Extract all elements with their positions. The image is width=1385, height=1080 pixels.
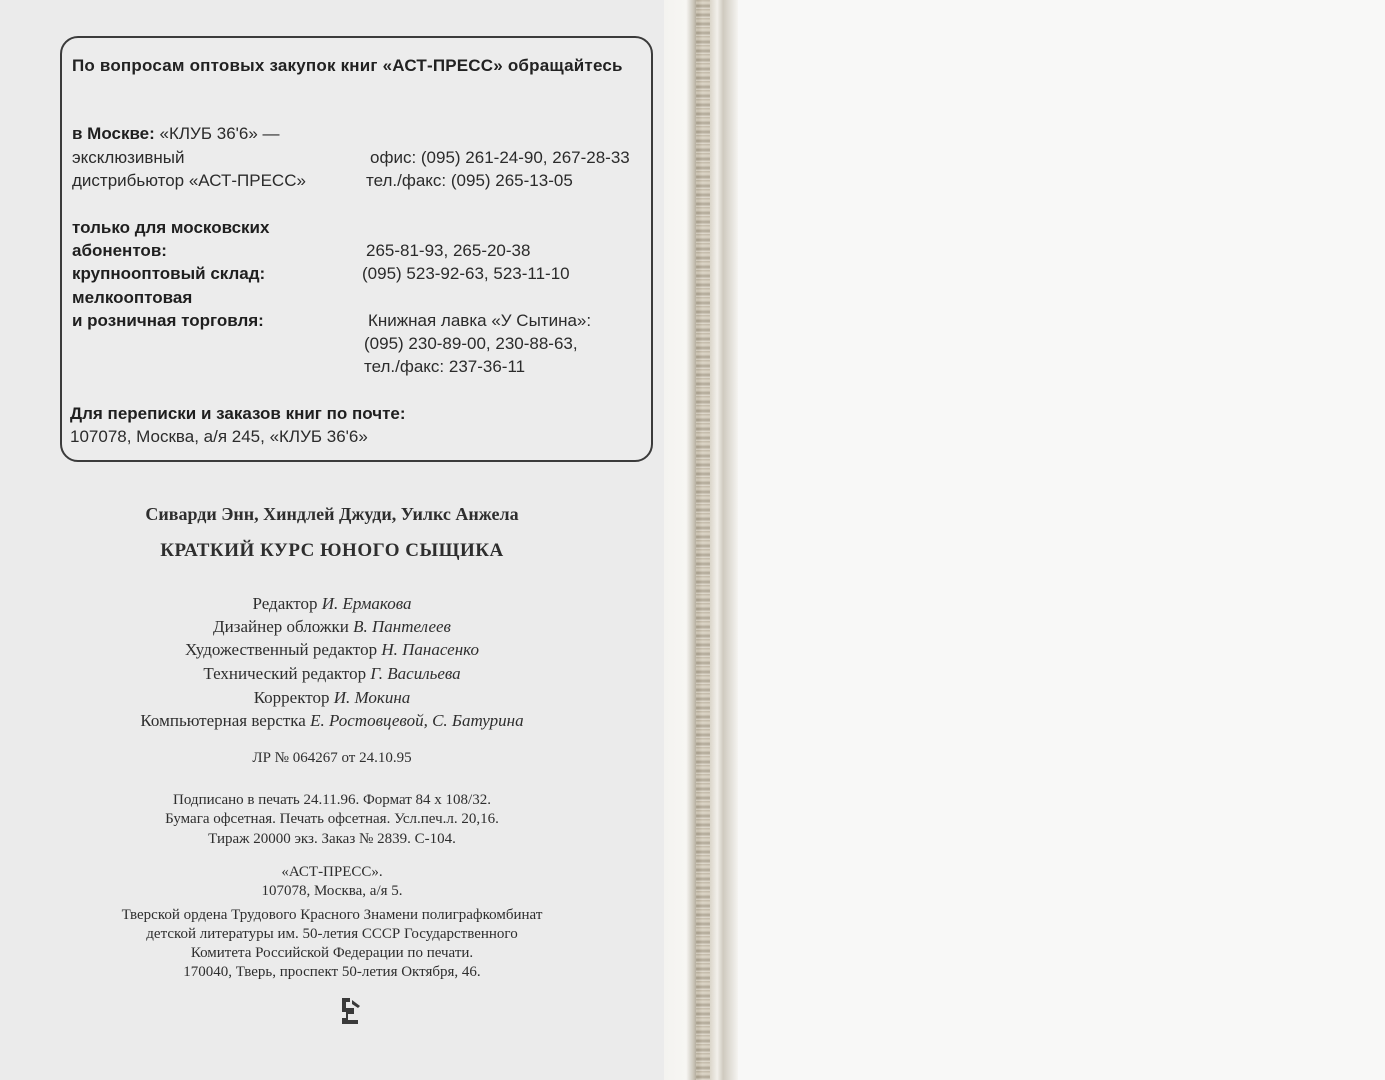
distributor-line-1: эксклюзивный bbox=[72, 148, 185, 167]
mail-label: Для переписки и заказов книг по почте: bbox=[70, 404, 406, 423]
credit-art-editor bbox=[0, 640, 664, 660]
credit-person: И. Ермакова bbox=[321, 594, 412, 613]
shop-name: Книжная лавка «У Сытина»: bbox=[368, 311, 592, 330]
credit-role: Художественный редактор bbox=[185, 640, 378, 659]
credit-person: Н. Панасенко bbox=[381, 640, 479, 659]
spine-paper-edge bbox=[696, 0, 710, 1080]
credit-person: Е. Ростовцевой, С. Батурина bbox=[310, 711, 524, 730]
left-page bbox=[0, 0, 664, 1080]
credit-person: В. Пантелеев bbox=[353, 617, 451, 636]
printer-line-1: Тверской ордена Трудового Красного Знамени полиграфкомбинат bbox=[121, 907, 543, 923]
moscow-label: в Москве: bbox=[72, 124, 155, 143]
warehouse-label: крупнооптовый склад: bbox=[72, 264, 266, 283]
moscow-line bbox=[72, 122, 280, 145]
publisher-address: 107078, Москва, а/я 5. bbox=[261, 883, 403, 899]
printer-logo-icon bbox=[336, 996, 364, 1026]
credit-proofreader bbox=[0, 688, 664, 708]
moscow-value: «КЛУБ 36'6» — bbox=[159, 124, 280, 143]
credit-role: Компьютерная верстка bbox=[140, 711, 306, 730]
credit-cover-designer bbox=[0, 617, 664, 637]
printer-line-4: 170040, Тверь, проспект 50-летия Октября, 46. bbox=[183, 964, 481, 980]
credit-person: И. Мокина bbox=[333, 688, 411, 707]
credit-role: Корректор bbox=[253, 688, 330, 707]
printer-line-3: Комитета Российской Федерации по печати. bbox=[190, 945, 474, 961]
license-number: ЛР № 064267 от 24.10.95 bbox=[252, 750, 412, 766]
print-line-1: Подписано в печать 24.11.96. Формат 84 х 108/32. bbox=[173, 792, 491, 808]
office-telfax: тел./факс: (095) 265-13-05 bbox=[366, 171, 573, 190]
printer-line-2: детской литературы им. 50-летия СССР Государственного bbox=[146, 926, 518, 942]
retail-label-1: мелкооптовая bbox=[72, 288, 193, 307]
subscribers-label-2: абонентов: bbox=[72, 241, 167, 260]
book-title: КРАТКИЙ КУРС ЮНОГО СЫЩИКА bbox=[160, 540, 504, 561]
shop-telfax: тел./факс: 237-36-11 bbox=[364, 357, 526, 376]
distributor-line-2: дистрибьютор «АСТ-ПРЕСС» bbox=[72, 171, 306, 190]
credit-person: Г. Васильева bbox=[370, 664, 461, 683]
credit-role: Редактор bbox=[252, 594, 318, 613]
subscribers-phones: 265-81-93, 265-20-38 bbox=[366, 241, 531, 260]
credit-role: Дизайнер обложки bbox=[213, 617, 349, 636]
credit-tech-editor bbox=[0, 664, 664, 684]
shop-phones: (095) 230-89-00, 230-88-63, bbox=[364, 334, 578, 353]
warehouse-phones: (095) 523-92-63, 523-11-10 bbox=[362, 264, 570, 283]
print-line-2: Бумага офсетная. Печать офсетная. Усл.печ.л. 20,16. bbox=[165, 811, 499, 827]
office-phones: офис: (095) 261-24-90, 267-28-33 bbox=[370, 148, 630, 167]
wholesale-contact-box bbox=[60, 36, 653, 462]
book-authors: Сиварди Энн, Хиндлей Джуди, Уилкс Анжела bbox=[145, 504, 519, 524]
publisher-name: «АСТ-ПРЕСС». bbox=[281, 864, 383, 880]
credit-editor bbox=[0, 594, 664, 614]
credit-layout bbox=[0, 711, 664, 731]
subscribers-label-1: только для московских bbox=[72, 218, 270, 237]
right-page-blank bbox=[738, 0, 1385, 1080]
retail-label-2: и розничная торговля: bbox=[72, 311, 264, 330]
credit-role: Технический редактор bbox=[203, 664, 367, 683]
contact-box-heading: По вопросам оптовых закупок книг «АСТ-ПРЕСС» обращайтесь bbox=[72, 56, 623, 75]
mail-address: 107078, Москва, а/я 245, «КЛУБ 36'6» bbox=[70, 427, 368, 446]
print-line-3: Тираж 20000 экз. Заказ № 2839. С-104. bbox=[208, 831, 456, 847]
